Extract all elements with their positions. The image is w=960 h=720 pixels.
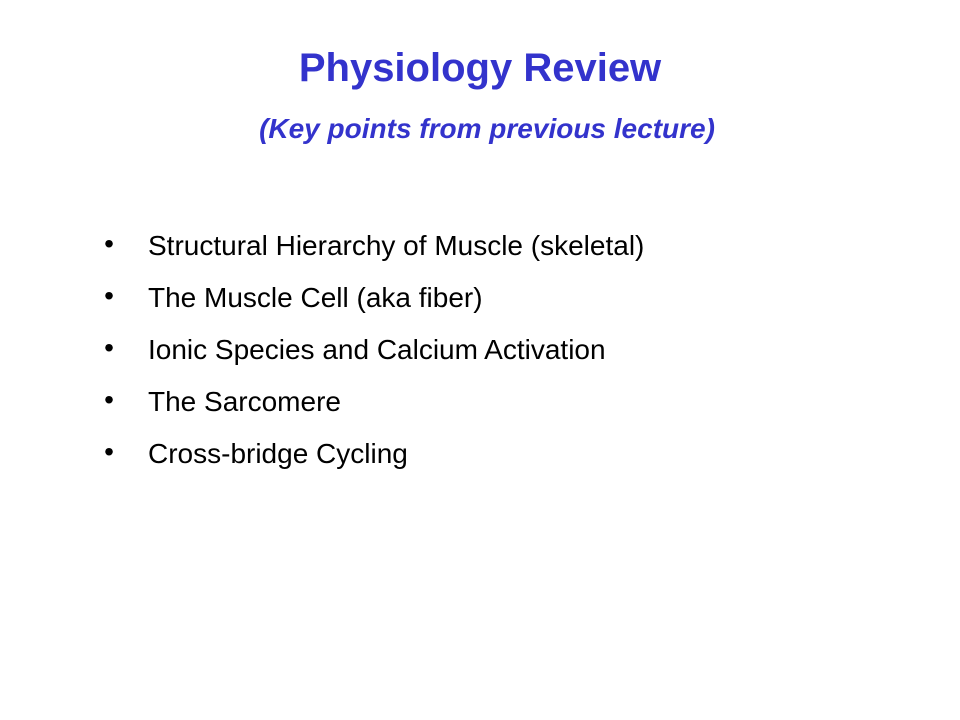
bullet-icon: • xyxy=(104,384,114,415)
bullet-text: The Muscle Cell (aka fiber) xyxy=(148,282,483,313)
bullet-icon: • xyxy=(104,280,114,311)
slide-title: Physiology Review xyxy=(298,46,662,90)
slide-subtitle: (Key points from previous lecture) xyxy=(259,113,715,144)
bullet-text: Ionic Species and Calcium Activation xyxy=(148,334,606,365)
bullet-icon: • xyxy=(104,436,114,467)
bullet-text: Structural Hierarchy of Muscle (skeletal) xyxy=(148,230,645,261)
bullet-text: Cross-bridge Cycling xyxy=(148,438,408,469)
bullet-text: The Sarcomere xyxy=(148,386,341,417)
bullet-icon: • xyxy=(104,228,114,259)
bullet-icon: • xyxy=(104,332,114,363)
